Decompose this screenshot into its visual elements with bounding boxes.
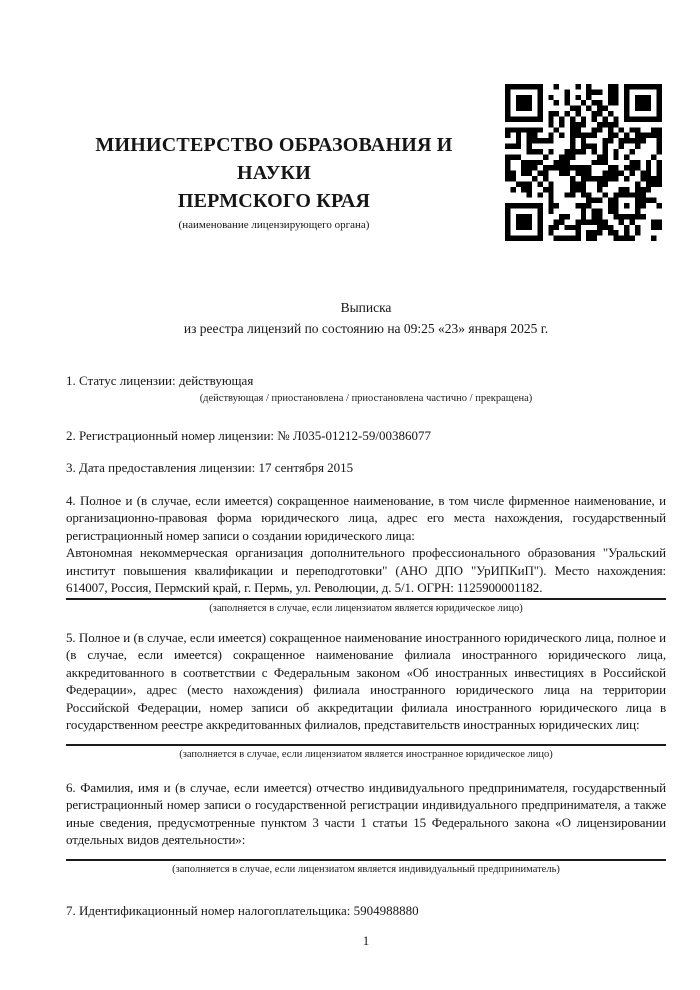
ministry-header [56,131,492,232]
status-options-note: (действующая / приостановлена / приостановлена частично / прекращена) [199,392,533,404]
license-reg-number-line: 2. Регистрационный номер лицензии: № Л035-01212-59/00386077 [66,427,432,443]
legal-entity-underline [66,598,666,600]
legal-entity-answer: Автономная некоммерческая организация дополнительного профессионального образования "Уральский институт повышения квалификации и переподготовки" (АНО ДПО "УрИПКиП"). Место нахождения: 614007, Россия, Пермский край, г. Пермь, ул. Революции, д. 5/1. ОГРН: 1125900001182. [66,545,666,595]
document-body [66,297,666,950]
entrepreneur-blank-line [66,859,666,861]
legal-entity-question: 4. Полное и (в случае, если имеется) сокращенное наименование, в том числе фирменное наименование, и организационно-правовая форма юридического лица, адрес его места нахождения, государственный регистрационный номер записи о создании юридического лица: [66,492,666,543]
document-title [66,297,666,339]
document-title-line1: Выписка [340,300,392,315]
legal-entity-note: (заполняется в случае, если лицензиатом является юридическое лицо) [209,602,523,614]
license-status-line: 1. Статус лицензии: действующая [66,373,254,388]
document-title-line2: из реестра лицензий по состоянию на 09:25 «23» января 2025 г. [183,321,549,336]
foreign-entity-question: 5. Полное и (в случае, если имеется) сокращенное наименование иностранного юридического лица, полное и (в случае, если имеется) сокращенное наименование филиала иностранного юридического лица, аккредитованного в соответствии с Федеральным законом «Об иностранных инвестициях в Российской Федерации», адрес (место нахождения) филиала иностранного юридического лица на территории Российской Федерации, номер записи об аккредитации филиала иностранного юридического лица в государственном реестре аккредитованных филиалов, представительств иностранных юридических лиц: [66,629,666,732]
qr-code-icon [505,84,662,241]
ministry-name-line2: ПЕРМСКОГО КРАЯ [177,190,371,212]
taxpayer-id-line: 7. Идентификационный номер налогоплательщика: 5904988880 [66,902,419,918]
license-grant-date-line: 3. Дата предоставления лицензии: 17 сентября 2015 [66,460,354,475]
entrepreneur-question: 6. Фамилия, имя и (в случае, если имеется) отчество индивидуального предпринимателя, государственный регистрационный номер записи о государственной регистрации индивидуального предпринимателя, а также иные сведения, предусмотренные пунктом 3 части 1 статьи 15 Федерального закона «О лицензировании отдельных видов деятельности»: [66,779,666,847]
page-number: 1 [362,933,370,948]
entrepreneur-note: (заполняется в случае, если лицензиатом является индивидуальный предприниматель) [172,863,560,875]
ministry-name-line1: МИНИСТЕРСТВО ОБРАЗОВАНИЯ И НАУКИ [95,134,453,184]
foreign-entity-note: (заполняется в случае, если лицензиатом является иностранное юридическое лицо) [179,748,553,760]
licensing-authority-note: (наименование лицензирующего органа) [178,219,370,231]
foreign-entity-blank-line [66,744,666,746]
